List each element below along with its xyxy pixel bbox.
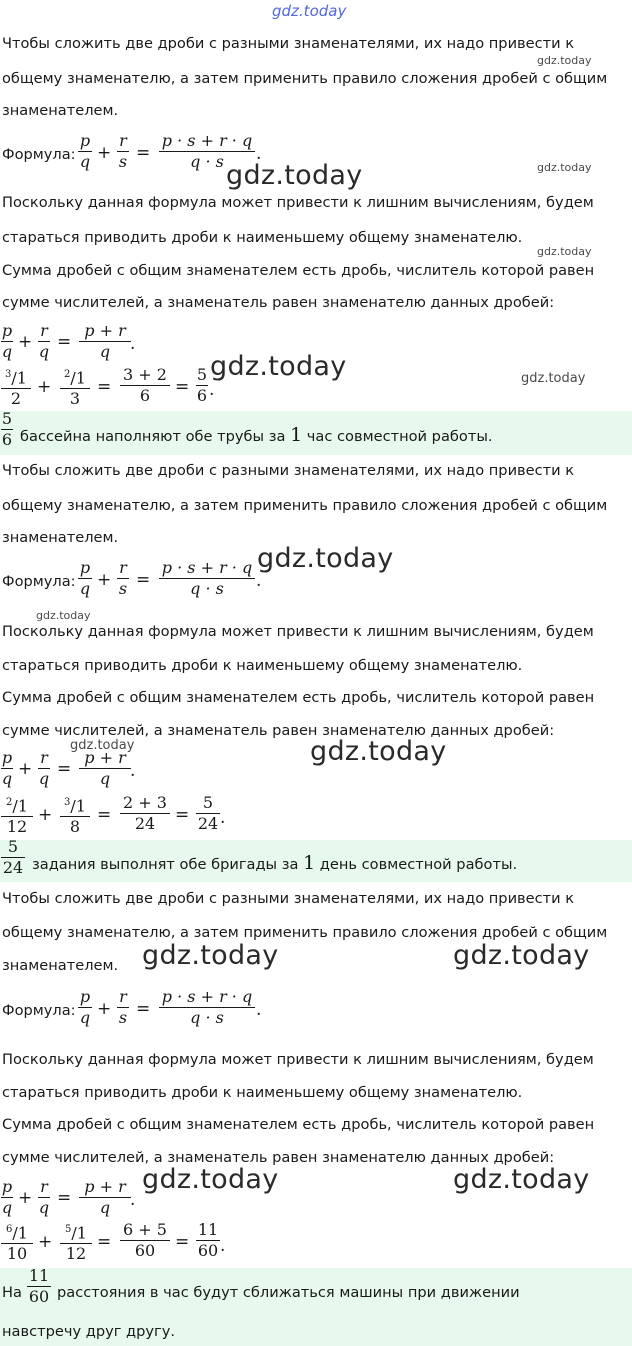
intro-line: Чтобы сложить две дроби с разными знаменателями, их надо привести к — [2, 462, 575, 479]
fraction: p + r q — [79, 749, 131, 788]
intro-line: Чтобы сложить две дроби с разными знаменателями, их надо привести к — [2, 35, 575, 52]
fraction: $^2$/1 12 — [1, 794, 33, 836]
equals-sign: = — [136, 143, 151, 163]
caution-line: Поскольку данная формула может привести к лишним вычислениям, будем — [2, 194, 594, 211]
rule-line: Сумма дробей с общим знаменателем есть дробь, числитель которой равен — [2, 262, 595, 279]
answer-text: расстояния в час будут сближаться машины при движении — [57, 1284, 520, 1301]
plus-sign: + — [38, 805, 53, 825]
formula-label: Формула: — [2, 573, 76, 590]
fraction: 2 + 3 24 — [120, 794, 170, 833]
equals-sign: = — [175, 805, 190, 825]
fraction: p q — [1, 321, 13, 361]
intro-line: общему знаменателю, а затем применить правило сложения дробей с общим — [2, 70, 608, 87]
answer-fraction: 11 60 — [28, 1266, 50, 1306]
formula-fraction: r s — [118, 987, 128, 1027]
formula-fraction: p · s + r · q q · s — [159, 988, 255, 1027]
formula-fraction: p · s + r · q q · s — [159, 559, 255, 598]
rule-line: сумме числителей, а знаменатель равен знаменателю данных дробей: — [2, 722, 555, 739]
watermark-small: gdz.today — [521, 371, 586, 386]
caution-line: стараться приводить дроби к наименьшему общему знаменателю. — [2, 229, 523, 246]
watermark-top: gdz.today — [272, 2, 347, 20]
formula-fraction: r s — [118, 558, 128, 598]
equals-sign: = — [175, 377, 190, 397]
equals-sign: = — [136, 570, 151, 590]
formula-fraction: p · s + r · q q · s — [159, 132, 255, 171]
plus-sign: + — [38, 1232, 53, 1252]
intro-line: знаменателем. — [2, 529, 119, 546]
fraction: 11 60 — [197, 1220, 219, 1260]
fraction: $^5$/1 12 — [60, 1221, 92, 1263]
answer-prefix: На — [2, 1284, 22, 1301]
answer-text: навстречу друг другу. — [2, 1323, 175, 1340]
intro-line: знаменателем. — [2, 957, 119, 974]
plus-sign: + — [18, 332, 33, 352]
intro-line: общему знаменателю, а затем применить правило сложения дробей с общим — [2, 924, 608, 941]
watermark-large: gdz.today — [142, 1164, 279, 1195]
rule-line: сумме числителей, а знаменатель равен знаменателю данных дробей: — [2, 1149, 555, 1166]
watermark-small: gdz.today — [36, 609, 91, 622]
equals-sign: = — [97, 377, 112, 397]
watermark-small: gdz.today — [70, 738, 135, 753]
equals-sign: = — [136, 999, 151, 1019]
fraction: p q — [1, 1177, 13, 1217]
equals-sign: = — [57, 332, 72, 352]
rule-line: Сумма дробей с общим знаменателем есть дробь, числитель которой равен — [2, 1116, 595, 1133]
watermark-small: gdz.today — [537, 54, 592, 67]
period: . — [220, 808, 226, 828]
fraction: p q — [1, 748, 13, 788]
answer-text: задания выполнят обе бригады за 1 день совместной работы. — [32, 852, 518, 874]
watermark-large: gdz.today — [210, 351, 347, 382]
formula-label: Формула: — [2, 146, 76, 163]
watermark-small: gdz.today — [537, 245, 592, 258]
formula-fraction: r s — [118, 131, 128, 171]
caution-line: стараться приводить дроби к наименьшему общему знаменателю. — [2, 657, 523, 674]
intro-line: знаменателем. — [2, 102, 119, 119]
answer-fraction: 5 6 — [1, 409, 13, 449]
rule-line: Сумма дробей с общим знаменателем есть дробь, числитель которой равен — [2, 689, 595, 706]
formula-fraction: p q — [79, 558, 91, 598]
watermark-small: gdz.today — [537, 161, 592, 174]
caution-line: стараться приводить дроби к наименьшему общему знаменателю. — [2, 1084, 523, 1101]
fraction: 6 + 5 60 — [120, 1221, 170, 1260]
intro-line: Чтобы сложить две дроби с разными знаменателями, их надо привести к — [2, 890, 575, 907]
answer-fraction: 5 24 — [2, 837, 24, 877]
watermark-large: gdz.today — [453, 940, 590, 971]
formula-label: Формула: — [2, 1002, 76, 1019]
period: . — [209, 380, 215, 400]
caution-line: Поскольку данная формула может привести к лишним вычислениям, будем — [2, 623, 594, 640]
period: . — [130, 334, 136, 354]
formula-fraction: p q — [79, 131, 91, 171]
fraction: r q — [38, 1177, 50, 1217]
equals-sign: = — [175, 1232, 190, 1252]
watermark-large: gdz.today — [257, 543, 394, 574]
period: . — [220, 1236, 226, 1256]
period: . — [256, 571, 262, 591]
plus-sign: + — [18, 1188, 33, 1208]
plus-sign: + — [97, 999, 112, 1019]
fraction: 5 6 — [196, 365, 208, 405]
watermark-large: gdz.today — [142, 940, 279, 971]
fraction: r q — [38, 748, 50, 788]
answer-text: бассейна наполняют обе трубы за 1 час совместной работы. — [20, 424, 493, 446]
period: . — [256, 1000, 262, 1020]
plus-sign: + — [18, 759, 33, 779]
equals-sign: = — [97, 1232, 112, 1252]
fraction: r q — [38, 321, 50, 361]
fraction: 5 24 — [197, 793, 219, 833]
intro-line: общему знаменателю, а затем применить правило сложения дробей с общим — [2, 497, 608, 514]
fraction: $^3$/1 8 — [60, 794, 90, 836]
plus-sign: + — [97, 570, 112, 590]
caution-line: Поскольку данная формула может привести к лишним вычислениям, будем — [2, 1051, 594, 1068]
fraction: p + r q — [79, 322, 131, 361]
equals-sign: = — [57, 1188, 72, 1208]
equals-sign: = — [97, 805, 112, 825]
rule-line: сумме числителей, а знаменатель равен знаменателю данных дробей: — [2, 294, 555, 311]
watermark-large: gdz.today — [310, 736, 447, 767]
period: . — [130, 1190, 136, 1210]
plus-sign: + — [37, 377, 52, 397]
period: . — [130, 761, 136, 781]
watermark-large: gdz.today — [453, 1164, 590, 1195]
period: . — [256, 144, 262, 164]
formula-fraction: p q — [79, 987, 91, 1027]
fraction: 3 + 2 6 — [120, 366, 170, 405]
fraction: $^3$/1 2 — [1, 366, 31, 408]
fraction: p + r q — [79, 1178, 131, 1217]
plus-sign: + — [97, 143, 112, 163]
fraction: $^2$/1 3 — [60, 366, 90, 408]
watermark-large: gdz.today — [226, 160, 363, 191]
fraction: $^6$/1 10 — [1, 1221, 33, 1263]
equals-sign: = — [57, 759, 72, 779]
